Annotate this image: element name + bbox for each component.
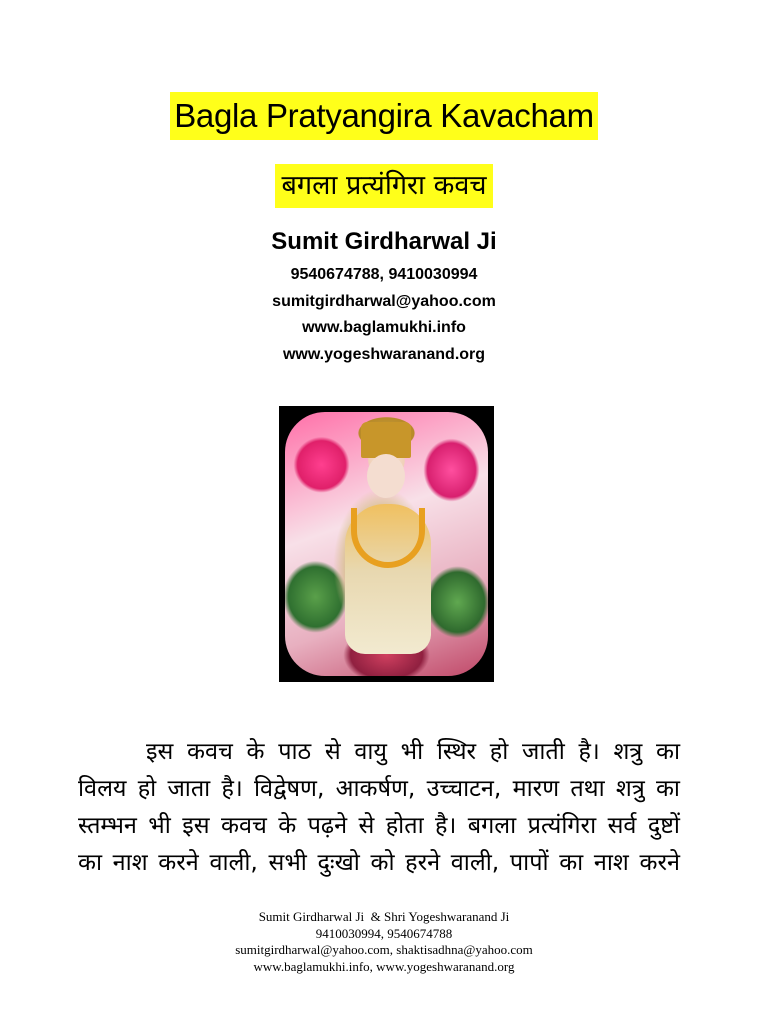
author-website-2: www.yogeshwaranand.org <box>282 345 486 363</box>
author-name: Sumit Girdharwal Ji <box>271 228 497 255</box>
deity-photo-frame <box>285 412 488 676</box>
subtitle-block <box>0 164 768 208</box>
body-paragraph <box>78 733 680 881</box>
footer-authors: Sumit Girdharwal Ji & Shri Yogeshwaranand Ji <box>258 909 510 924</box>
deity-crown <box>361 422 411 458</box>
body-line-4: का नाश करने वाली, सभी दुःखो को हरने वाली, पापों का नाश करने <box>78 848 680 876</box>
document-title: Bagla Pratyangira Kavacham <box>170 92 598 140</box>
author-email: sumitgirdharwal@yahoo.com <box>272 292 496 310</box>
body-line-1: इस कवच के पाठ से वायु भी स्थिर हो जाती है। शत्रु का <box>146 737 680 765</box>
footer-emails: sumitgirdharwal@yahoo.com, shaktisadhna@yahoo.com <box>235 942 533 957</box>
deity-photo <box>279 406 494 682</box>
author-contacts <box>0 262 768 368</box>
footer-websites: www.baglamukhi.info, www.yogeshwaranand.org <box>253 958 515 974</box>
deity-face <box>367 454 405 498</box>
document-subtitle-hindi: बगला प्रत्यंगिरा कवच <box>275 164 492 208</box>
page-footer <box>0 909 768 975</box>
body-line-3: स्तम्भन भी इस कवच के पढ़ने से होता है। बगला प्रत्यंगिरा सर्व दुष्टों <box>78 811 680 839</box>
footer-phones: 9410030994, 9540674788 <box>315 925 453 941</box>
body-line-2: विलय हो जाता है। विद्वेषण, आकर्षण, उच्चाटन, मारण तथा शत्रु का <box>78 774 680 802</box>
author-website-1: www.baglamukhi.info <box>302 319 466 336</box>
author-phones: 9540674788, 9410030994 <box>290 266 478 283</box>
title-block <box>0 92 768 140</box>
